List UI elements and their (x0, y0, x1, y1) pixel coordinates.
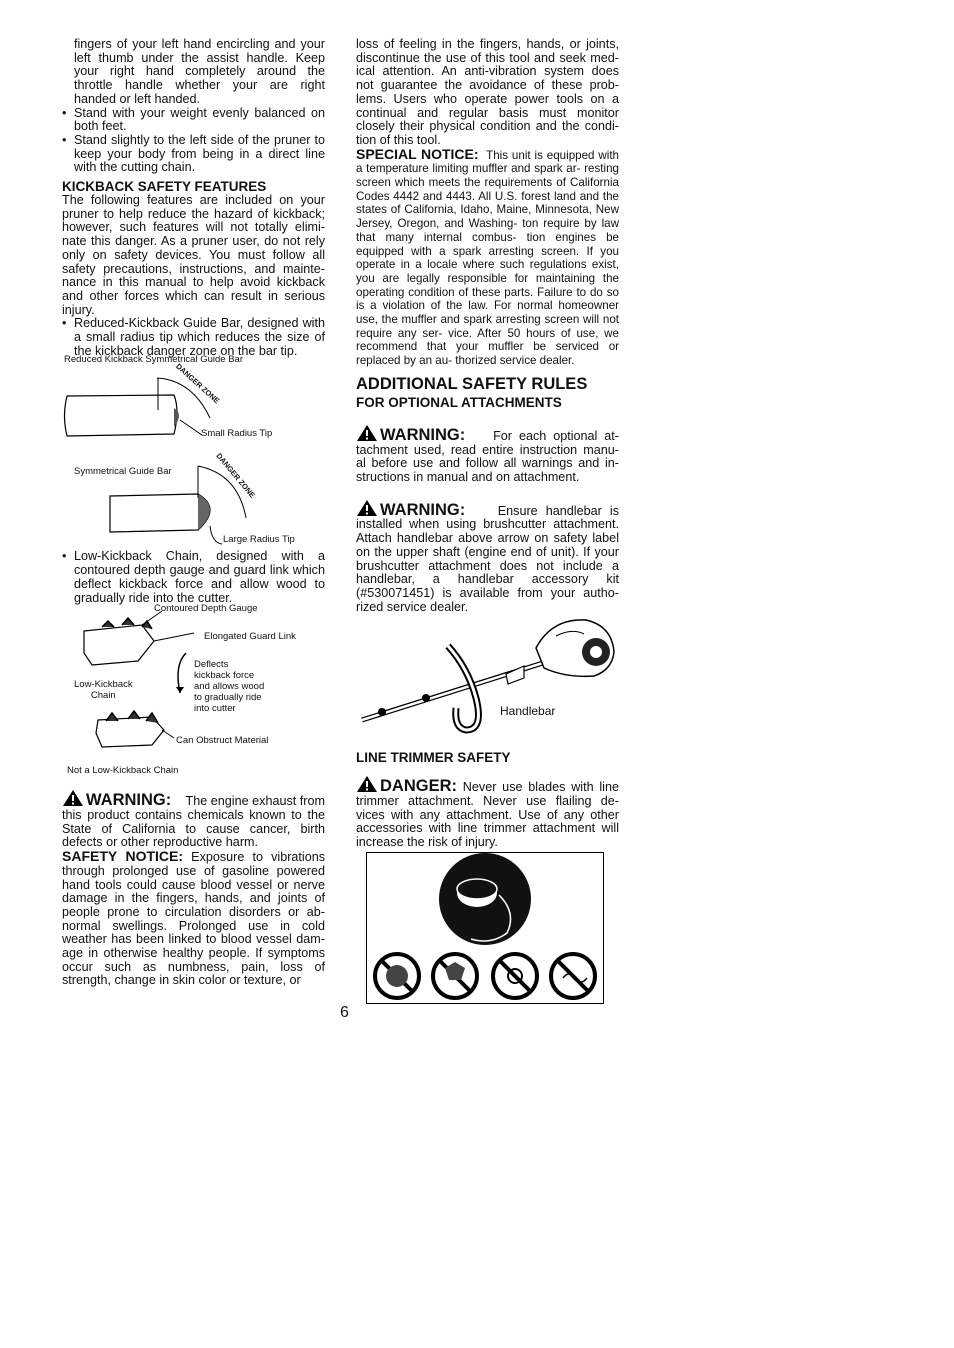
chain-figure (62, 605, 325, 783)
small-radius-tip-label: Small Radius Tip (201, 428, 273, 440)
low-kickback-chain-label: Low-Kickback Chain (74, 679, 133, 702)
bullet-guide-bar: • Reduced-Kickback Guide Bar, designed with a small radius tip which reduces the size of the kickback danger zone on the bar tip. (62, 316, 325, 358)
warning-triangle-icon (62, 789, 84, 807)
left-column (62, 38, 325, 988)
warning-handlebar: WARNING: Ensure handlebar is installed when using brushcutter attachment. Attach handlebar above arrow on safety label on the upper shaft (engine end of unit). If your brushcutter attachment does not include a handlebar, a handlebar accessory kit (#530071451) is available from your autho- rized service dealer. (356, 500, 620, 614)
warning-triangle-icon (356, 424, 378, 442)
bullet-left-side: • Stand slightly to the left side of the pruner to keep your body from being in a direct line with the cutting chain. (62, 132, 325, 175)
warning-triangle-icon (356, 499, 378, 517)
warning-attachment: WARNING: For each optional at- tachment used, read entire instruction manu- al before use and follow all warnings and in- structions in manual and on attachment. (356, 425, 620, 484)
deflects-label: Deflects kickback force and allows wood to gradually ride into cutter (194, 659, 265, 715)
special-notice: SPECIAL NOTICE: This unit is equipped with a temperature limiting muffler and spark ar- resting screen which meets the requirements of California Codes 4442 and 4443. All U.S. forest land and the states of California, Idaho, Maine, Minnesota, New Jersey, Oregon, and Washing- ton require by law that many internal combus- tion engines be equipped with a spark arresting screen. If you operate in a locale where such regulations exist, you are legally responsible for maintaining the operating condition of these parts. Failure to do so is a violation of the law. For normal homeowner use, the muffler and spark arresting screen will not require any ser- vice. After 50 hours of use, we recommend that your muffler be serviced or replaced by an au- thorized service dealer. (356, 145, 619, 368)
symmetrical-bar-title: Symmetrical Guide Bar (74, 466, 172, 478)
vibration-continued: loss of feeling in the fingers, hands, or joints, discontinue the use of this tool and seek med- ical attention. An anti-vibration system does not guarantee the avoidance of these prob- lems. Users who operate power tools on a continual and regular basis must monitor closely their physical condition and the condi- tion of this tool. (356, 37, 619, 147)
additional-safety-heading: ADDITIONAL SAFETY RULES (356, 374, 588, 393)
danger-triangle-icon (356, 775, 378, 793)
depth-gauge-label: Contoured Depth Gauge (154, 603, 258, 615)
warning-label: WARNING: (86, 791, 172, 810)
handlebar-figure (356, 618, 619, 740)
danger-zone-label-2: DANGER ZONE (214, 451, 257, 501)
kickback-paragraph: The following features are included on your pruner to help reduce the hazard of kickback; however, such features will not totally elimi- nate this danger. As a pruner user, do not rely only on safety devices. You must follow all safety precautions, instructions, and mainte- nance in this manual to help avoid kickback and other forces which can result in serious injury. (62, 193, 325, 317)
guard-link-label: Elongated Guard Link (204, 631, 296, 643)
trimmer-illustration (356, 618, 619, 740)
page-number: 6 (340, 1004, 349, 1021)
warning-label: WARNING: (380, 425, 466, 444)
line-trimmer-heading: LINE TRIMMER SAFETY (356, 750, 511, 766)
kickback-heading: KICKBACK SAFETY FEATURES (62, 179, 267, 195)
safety-notice-label: SAFETY NOTICE: (62, 848, 184, 865)
special-notice-label: SPECIAL NOTICE: (356, 145, 479, 162)
safety-notice: SAFETY NOTICE: Exposure to vibrations through prolonged use of gasoline powered hand tools could cause blood vessel or nerve damage in the fingers, hands, and joints of people prone to circulation disorders or ab- normal swellings. Prolonged use in cold weather has been linked to blood vessel dam- age in otherwise healthy people. If symptoms occur such as numbness, pain, loss of strength, change in skin color or texture, or (62, 848, 326, 988)
danger-blades: DANGER: Never use blades with line trimmer attachment. Never use flailing de- vices with any attachment. Use of any other accessories with line trimmer attachment will increase the risk of injury. (356, 777, 619, 850)
danger-label: DANGER: (380, 777, 457, 796)
danger-zone-label-1: DANGER ZONE (174, 362, 222, 406)
handlebar-label: Handlebar (500, 704, 556, 719)
bullet-chain: • Low-Kickback Chain, designed with a contoured depth gauge and guard link which deflect kickback force and allow wood to gradually ride into the cutter. (62, 549, 325, 605)
large-radius-tip-label: Large Radius Tip (223, 534, 295, 546)
obstruct-label: Can Obstruct Material (176, 735, 269, 747)
warning-label: WARNING: (380, 500, 466, 519)
not-low-kickback-label: Not a Low-Kickback Chain (67, 765, 179, 777)
reduced-bar-title: Reduced Kickback Symmetrical Guide Bar (64, 354, 243, 366)
prohibition-symbols (367, 853, 603, 1003)
bullet-balance: • Stand with your weight evenly balanced on both feet. (62, 105, 325, 134)
right-column (356, 38, 619, 1004)
guide-bar-figure (62, 354, 325, 550)
prohibited-accessories-box (366, 852, 604, 1004)
warning-exhaust: WARNING: The engine exhaust from this product contains chemicals known to the State of California to cause cancer, birth defects or other reproductive harm. (62, 791, 325, 850)
intro-paragraph: fingers of your left hand encircling and your left thumb under the assist handle. Keep your right hand completely around the throttle handle whether your are right handed or left handed. (74, 37, 325, 106)
optional-attachments-subheading: FOR OPTIONAL ATTACHMENTS (356, 394, 562, 410)
